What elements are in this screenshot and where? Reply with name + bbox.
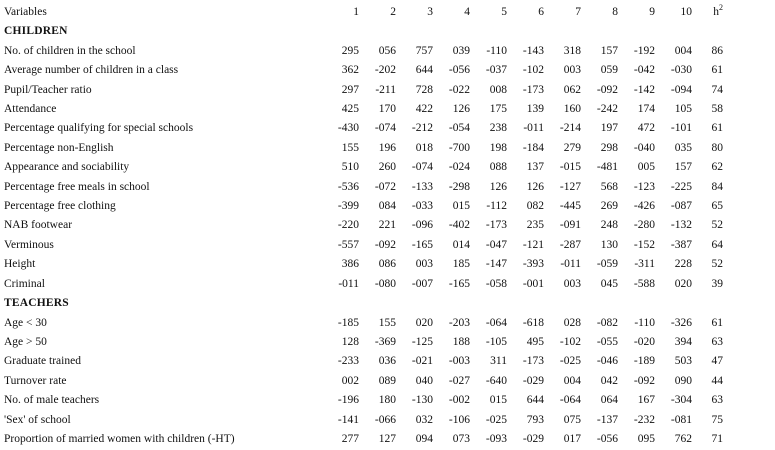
loading-cell: -002 (448, 394, 470, 407)
section-header-row (4, 22, 723, 41)
loading-cell: -011 (560, 258, 581, 271)
loading-cell: -064 (485, 316, 507, 329)
loading-cell: -059 (596, 258, 618, 271)
loading-cell: -185 (337, 316, 359, 329)
loading-cell: -189 (633, 355, 655, 368)
variable-label: Age < 30 (4, 316, 47, 329)
loading-cell: 644 (526, 394, 544, 407)
factor-header-3: 3 (427, 6, 433, 18)
loading-cell: -165 (448, 277, 470, 290)
loading-cell: -225 (670, 180, 692, 193)
loading-cell: -640 (485, 374, 507, 387)
loading-cell: -212 (411, 122, 433, 135)
loading-cell: 042 (600, 374, 618, 387)
loading-cell: -143 (522, 44, 544, 57)
loading-cell: 064 (600, 394, 618, 407)
loading-cell: -127 (559, 180, 581, 193)
loading-cell: -242 (596, 103, 618, 116)
loading-cell: -233 (337, 355, 359, 368)
table-row (4, 255, 723, 274)
communality-cell: 44 (711, 374, 723, 387)
loading-cell: -092 (374, 238, 396, 251)
loading-cell: 362 (341, 64, 359, 77)
loading-cell: -029 (522, 374, 544, 387)
loading-cell: -092 (633, 374, 655, 387)
loading-cell: 014 (452, 238, 470, 251)
loading-cell: -105 (485, 335, 507, 348)
loading-cell: -173 (522, 83, 544, 96)
loading-cell: 422 (415, 103, 433, 116)
table-row (4, 352, 723, 371)
loading-cell: 003 (563, 64, 581, 77)
loading-cell: -082 (596, 316, 618, 329)
loading-cell: 644 (415, 64, 433, 77)
loading-cell: -588 (633, 277, 655, 290)
variable-label: Appearance and sociability (4, 161, 130, 174)
factor-header-6: 6 (538, 6, 544, 18)
loading-cell: -232 (633, 413, 655, 426)
loading-cell: 279 (563, 141, 581, 154)
table-row (4, 139, 723, 158)
loading-cell: -022 (448, 83, 470, 96)
loading-cell: 155 (378, 316, 396, 329)
loading-cell: 394 (674, 335, 692, 348)
loading-cell: 175 (489, 103, 507, 116)
loading-cell: -132 (670, 219, 692, 232)
loading-cell: -042 (633, 64, 655, 77)
loading-cell: 126 (526, 180, 544, 193)
loading-cell: 793 (526, 413, 544, 426)
loading-cell: 015 (452, 200, 470, 213)
loading-cell: 032 (415, 413, 433, 426)
loading-cell: -072 (374, 180, 396, 193)
loading-cell: 495 (526, 335, 544, 348)
communality-cell: 61 (711, 316, 723, 329)
loading-cell: 127 (378, 432, 396, 445)
variable-label: NAB footwear (4, 219, 73, 232)
table-row (4, 236, 723, 255)
loading-cell: 004 (563, 374, 581, 387)
loading-cell: -184 (522, 141, 544, 154)
loading-cell: -011 (523, 122, 544, 135)
loading-cell: 139 (526, 103, 544, 116)
loading-cell: -618 (522, 316, 544, 329)
loading-cell: 221 (378, 219, 396, 232)
table-row (4, 178, 723, 197)
communality-cell: 52 (711, 258, 723, 271)
loading-cell: 084 (378, 200, 396, 213)
loading-cell: -557 (337, 238, 359, 251)
loading-cell: -040 (633, 141, 655, 154)
loading-cell: -125 (411, 335, 433, 348)
loading-cell: -298 (448, 180, 470, 193)
variable-label: No. of male teachers (4, 394, 100, 407)
loading-cell: 197 (600, 122, 618, 135)
loading-cell: -152 (633, 238, 655, 251)
loading-cell: -101 (670, 122, 692, 135)
communality-cell: 61 (711, 122, 723, 135)
loading-cell: -536 (337, 180, 359, 193)
loading-cell: -015 (559, 161, 581, 174)
loading-cell: 056 (378, 44, 396, 57)
loading-cell: -445 (559, 200, 581, 213)
communality-cell: 61 (711, 64, 723, 77)
loading-cell: -173 (522, 355, 544, 368)
loading-cell: -700 (448, 141, 470, 154)
variable-label: Height (4, 258, 36, 271)
communality-cell: 62 (711, 161, 723, 174)
loading-cell: 503 (674, 355, 692, 368)
loading-cell: -202 (374, 64, 396, 77)
loading-cell: 157 (674, 161, 692, 174)
communality-cell: 74 (711, 83, 723, 96)
variable-label: Age > 50 (4, 335, 47, 348)
loading-cell: -304 (670, 394, 692, 407)
variable-label: Average number of children in a class (4, 64, 179, 77)
loading-cell: -066 (374, 413, 396, 426)
loading-cell: -027 (448, 374, 470, 387)
loading-cell: 020 (674, 277, 692, 290)
loading-cell: -110 (634, 316, 655, 329)
loading-cell: 105 (674, 103, 692, 116)
loading-cell: -081 (670, 413, 692, 426)
loading-cell: 298 (600, 141, 618, 154)
loading-cell: 003 (415, 258, 433, 271)
loading-cell: 137 (526, 161, 544, 174)
loading-cell: -003 (448, 355, 470, 368)
loading-cell: -399 (337, 200, 359, 213)
loading-cell: 238 (489, 122, 507, 135)
variable-label: Percentage qualifying for special schools (4, 122, 194, 135)
loading-cell: 002 (341, 374, 359, 387)
loading-cell: 004 (674, 44, 692, 57)
factor-header-2: 2 (390, 6, 396, 18)
loading-cell: -001 (522, 277, 544, 290)
variable-label: No. of children in the school (4, 44, 136, 57)
loading-cell: -133 (411, 180, 433, 193)
loading-cell: -121 (522, 238, 544, 251)
table-row (4, 411, 723, 430)
table-row (4, 61, 723, 80)
communality-header-sup: 2 (719, 3, 723, 12)
loading-cell: -147 (485, 258, 507, 271)
loading-cell: -024 (448, 161, 470, 174)
loading-cell: -096 (411, 219, 433, 232)
loading-cell: -130 (411, 394, 433, 407)
loading-cell: 075 (563, 413, 581, 426)
loading-cell: 126 (489, 180, 507, 193)
loading-cell: 088 (489, 161, 507, 174)
communality-cell: 63 (711, 335, 723, 348)
table-row (4, 314, 723, 333)
factor-header-8: 8 (612, 6, 618, 18)
loading-cell: 295 (341, 44, 359, 57)
loading-cell: 045 (600, 277, 618, 290)
communality-cell: 47 (711, 355, 723, 368)
loading-cell: -106 (448, 413, 470, 426)
loading-cell: 035 (674, 141, 692, 154)
loading-cell: 185 (452, 258, 470, 271)
loading-cell: 090 (674, 374, 692, 387)
loading-cell: 157 (600, 44, 618, 57)
loading-cell: 196 (378, 141, 396, 154)
variable-label: Attendance (4, 103, 57, 116)
table-header-row (4, 3, 723, 22)
table-row (4, 216, 723, 235)
loading-cell: -021 (411, 355, 433, 368)
table-row (4, 430, 723, 449)
loading-cell: 228 (674, 258, 692, 271)
loading-cell: 188 (452, 335, 470, 348)
loading-cell: -054 (448, 122, 470, 135)
loading-cell: -094 (670, 83, 692, 96)
loading-cell: 082 (526, 200, 544, 213)
loading-cell: -102 (559, 335, 581, 348)
loading-cell: 174 (637, 103, 655, 116)
loading-cell: -064 (559, 394, 581, 407)
loading-cell: -058 (485, 277, 507, 290)
loading-cell: -173 (485, 219, 507, 232)
loading-cell: 155 (341, 141, 359, 154)
factor-loadings-table (4, 3, 723, 449)
communality-header-base: h (713, 6, 719, 18)
variable-label: Proportion of married women with children (-HT) (4, 432, 235, 445)
loading-cell: -214 (559, 122, 581, 135)
table-row (4, 197, 723, 216)
variable-label: Percentage non-English (4, 141, 114, 154)
loading-cell: -203 (448, 316, 470, 329)
communality-cell: 58 (711, 103, 723, 116)
loading-cell: -110 (486, 44, 507, 57)
loading-cell: 040 (415, 374, 433, 387)
table-row (4, 119, 723, 138)
loading-cell: -211 (375, 83, 396, 96)
loading-cell: 510 (341, 161, 359, 174)
loading-cell: 235 (526, 219, 544, 232)
table-row (4, 333, 723, 352)
loading-cell: 568 (600, 180, 618, 193)
loading-cell: -046 (596, 355, 618, 368)
loading-cell: 128 (341, 335, 359, 348)
loading-cell: 269 (600, 200, 618, 213)
loading-cell: 095 (637, 432, 655, 445)
variables-header: Variables (4, 6, 47, 18)
loading-cell: -196 (337, 394, 359, 407)
loading-cell: -430 (337, 122, 359, 135)
loading-cell: 198 (489, 141, 507, 154)
loading-cell: -047 (485, 238, 507, 251)
loading-cell: -402 (448, 219, 470, 232)
table-row (4, 275, 723, 294)
loading-cell: 018 (415, 141, 433, 154)
loading-cell: 028 (563, 316, 581, 329)
factor-header-9: 9 (649, 6, 655, 18)
table-row (4, 158, 723, 177)
loading-cell: -192 (633, 44, 655, 57)
loading-cell: 039 (452, 44, 470, 57)
communality-cell: 75 (711, 413, 723, 426)
loading-cell: 297 (341, 83, 359, 96)
loading-cell: 167 (637, 394, 655, 407)
variable-label: 'Sex' of school (4, 413, 71, 426)
loading-cell: 008 (489, 83, 507, 96)
loading-cell: -091 (559, 219, 581, 232)
factor-header-5: 5 (501, 6, 507, 18)
table-row (4, 81, 723, 100)
loading-cell: -020 (633, 335, 655, 348)
table-row (4, 372, 723, 391)
section-header-row (4, 294, 723, 313)
loading-cell: 094 (415, 432, 433, 445)
loading-cell: -311 (634, 258, 655, 271)
variable-label: Criminal (4, 277, 45, 290)
loading-cell: -092 (596, 83, 618, 96)
table-row (4, 42, 723, 61)
loading-cell: -074 (374, 122, 396, 135)
loading-cell: -074 (411, 161, 433, 174)
loading-cell: 170 (378, 103, 396, 116)
section-title: CHILDREN (4, 25, 68, 38)
loading-cell: 318 (563, 44, 581, 57)
communality-cell: 64 (711, 238, 723, 251)
loading-cell: 180 (378, 394, 396, 407)
loading-cell: 005 (637, 161, 655, 174)
loading-cell: 017 (563, 432, 581, 445)
loading-cell: -093 (485, 432, 507, 445)
variable-label: Percentage free clothing (4, 200, 116, 213)
loading-cell: -369 (374, 335, 396, 348)
variable-label: Verminous (4, 238, 54, 251)
loading-cell: 248 (600, 219, 618, 232)
loading-cell: 036 (378, 355, 396, 368)
loading-cell: -481 (596, 161, 618, 174)
loading-cell: -033 (411, 200, 433, 213)
loading-cell: 757 (415, 44, 433, 57)
loading-cell: -025 (485, 413, 507, 426)
variable-label: Graduate trained (4, 355, 81, 368)
loading-cell: -387 (670, 238, 692, 251)
loading-cell: -165 (411, 238, 433, 251)
communality-cell: 84 (711, 180, 723, 193)
loading-cell: 089 (378, 374, 396, 387)
variable-label: Percentage free meals in school (4, 180, 150, 193)
loading-cell: 020 (415, 316, 433, 329)
table-row (4, 391, 723, 410)
communality-cell: 65 (711, 200, 723, 213)
loading-cell: 260 (378, 161, 396, 174)
loading-cell: -087 (670, 200, 692, 213)
loading-cell: -123 (633, 180, 655, 193)
loading-cell: -056 (596, 432, 618, 445)
factor-header-4: 4 (464, 6, 470, 18)
loading-cell: 059 (600, 64, 618, 77)
loading-cell: -142 (633, 83, 655, 96)
factor-header-1: 1 (353, 6, 359, 18)
loading-cell: -137 (596, 413, 618, 426)
section-title: TEACHERS (4, 297, 69, 310)
loading-cell: -025 (559, 355, 581, 368)
communality-cell: 86 (711, 44, 723, 57)
loading-cell: -056 (448, 64, 470, 77)
loading-cell: 425 (341, 103, 359, 116)
communality-cell: 52 (711, 219, 723, 232)
loading-cell: 086 (378, 258, 396, 271)
loading-cell: -011 (338, 277, 359, 290)
loading-cell: -426 (633, 200, 655, 213)
loading-cell: -080 (374, 277, 396, 290)
loading-cell: 073 (452, 432, 470, 445)
loading-cell: -220 (337, 219, 359, 232)
loading-cell: -141 (337, 413, 359, 426)
table-row (4, 100, 723, 119)
loading-cell: -287 (559, 238, 581, 251)
loading-cell: -280 (633, 219, 655, 232)
loading-cell: 728 (415, 83, 433, 96)
loading-cell: -029 (522, 432, 544, 445)
loading-cell: 277 (341, 432, 359, 445)
factor-header-7: 7 (575, 6, 581, 18)
loading-cell: 762 (674, 432, 692, 445)
loading-cell: -393 (522, 258, 544, 271)
loading-cell: -112 (486, 200, 507, 213)
loading-cell: 015 (489, 394, 507, 407)
communality-cell: 63 (711, 394, 723, 407)
loading-cell: 386 (341, 258, 359, 271)
variable-label: Turnover rate (4, 374, 67, 387)
loading-cell: -030 (670, 64, 692, 77)
loading-cell: 130 (600, 238, 618, 251)
communality-cell: 39 (711, 277, 723, 290)
table-body (4, 3, 723, 449)
loading-cell: 003 (563, 277, 581, 290)
communality-header (692, 3, 723, 22)
loading-cell: 472 (637, 122, 655, 135)
loading-cell: 126 (452, 103, 470, 116)
loading-cell: 160 (563, 103, 581, 116)
factor-header-10: 10 (680, 6, 692, 18)
loading-cell: -102 (522, 64, 544, 77)
communality-cell: 80 (711, 141, 723, 154)
loading-cell: -055 (596, 335, 618, 348)
loading-cell: -037 (485, 64, 507, 77)
loading-cell: -007 (411, 277, 433, 290)
variable-label: Pupil/Teacher ratio (4, 83, 92, 96)
loading-cell: 062 (563, 83, 581, 96)
loading-cell: -326 (670, 316, 692, 329)
communality-cell: 71 (711, 432, 723, 445)
loading-cell: 311 (490, 355, 507, 368)
